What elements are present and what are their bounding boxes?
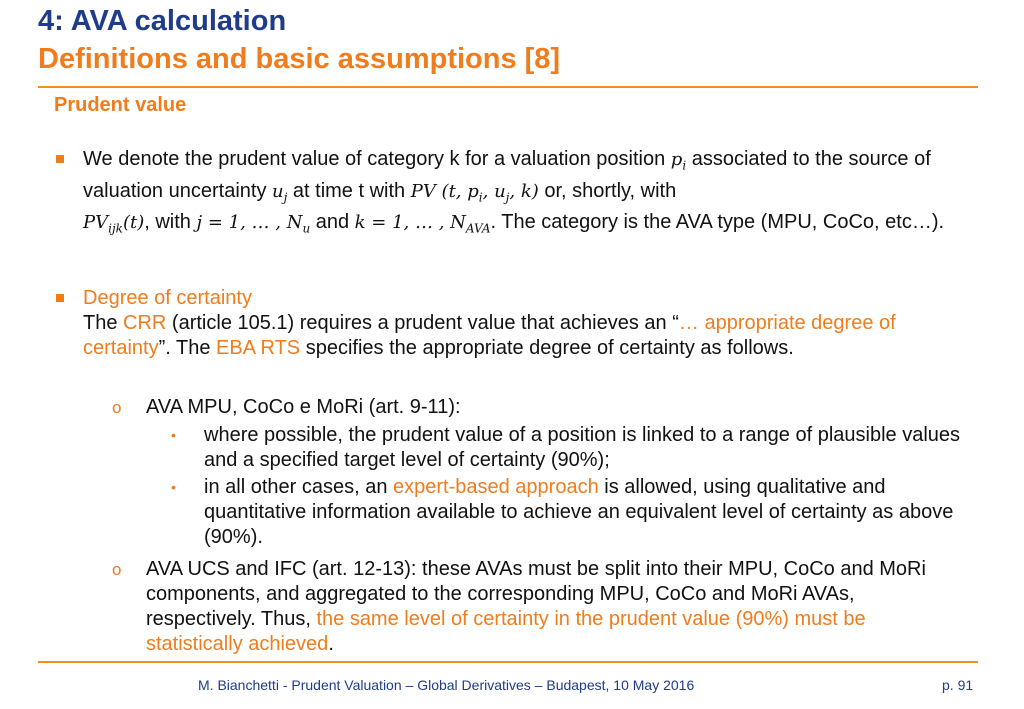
section-title: Prudent value [54,94,187,116]
crr-highlight: CRR [123,312,167,334]
quote-highlight: … appropriate degree of certainty [83,312,896,359]
eba-highlight: EBA RTS [216,337,301,359]
math-pv-ijk: $PV_{ijk}(t)$ [83,212,145,236]
sub-bullet-ucs-ifc: AVA UCS and IFC (art. 12-13): these AVAs must be split into their MPU, CoCo and MoRi components, and aggregated to the corresponding MPU, CoCo and MoRi AVAs, respectively. Thus, the same level of certainty in the prudent value (90%) must be statistically achieved. [146,558,926,655]
math-j-range: j = 1, … , $N_u$ [196,212,311,236]
slide-title: 4: AVA calculation [38,5,287,37]
dot-bullet-icon: • [171,479,176,495]
dot-bullet-icon: • [171,427,176,443]
math-u-j: $u_j$ [272,180,288,205]
square-bullet-icon [56,294,64,302]
math-pv-full: PV (t, $p_i$, $u_j$, k) [410,180,539,205]
square-bullet-icon [56,155,64,163]
same-level-highlight: the same level of certainty in the prudent value (90%) must be statistically achieved [146,608,866,655]
top-divider [38,86,978,88]
bullet-degree-of-certainty: Degree of certainty The CRR (article 105.1) requires a prudent value that achieves an “… appropriate degree of certainty”. The EBA RTS specifies the appropriate degree of certainty as follows. [83,287,896,359]
sub-bullet-mpu-coco-mori: AVA MPU, CoCo e MoRi (art. 9-11): [146,396,461,418]
math-p-i: $p_i$ [670,149,687,173]
math-k-range: k = 1, … , $N_{AVA}$ [354,212,491,236]
bullet-prudent-value-definition: We denote the prudent value of category k for a valuation position $p_i$ associated to the source of valuation uncertainty $u_j$ at time t with PV (t, $p_i$, $u_j$, k) or, shortly, with $PV_{ijk}(t)$, with j = 1, … , $N_u$ and k = 1, … , $N_{AVA}$. The category is the AVA type (MPU, CoCo, etc…). [83,148,945,236]
page-number: p. 91 [942,677,974,693]
footer-text: M. Bianchetti - Prudent Valuation – Global Derivatives – Budapest, 10 May 2016 [198,677,695,693]
degree-heading: Degree of certainty [83,287,252,309]
circle-bullet-icon: o [112,398,122,417]
sub-item-target-level: where possible, the prudent value of a position is linked to a range of plausible values and a specified target level of certainty (90%); [204,424,961,471]
circle-bullet-icon: o [112,560,122,579]
expert-highlight: expert-based approach [393,476,599,498]
sub-item-expert-approach: in all other cases, an expert-based approach is allowed, using qualitative and quantitative information available to achieve an equivalent level of certainty as above (90%). [204,476,954,548]
slide-subtitle: Definitions and basic assumptions [8] [38,43,561,75]
bottom-divider [38,661,978,663]
